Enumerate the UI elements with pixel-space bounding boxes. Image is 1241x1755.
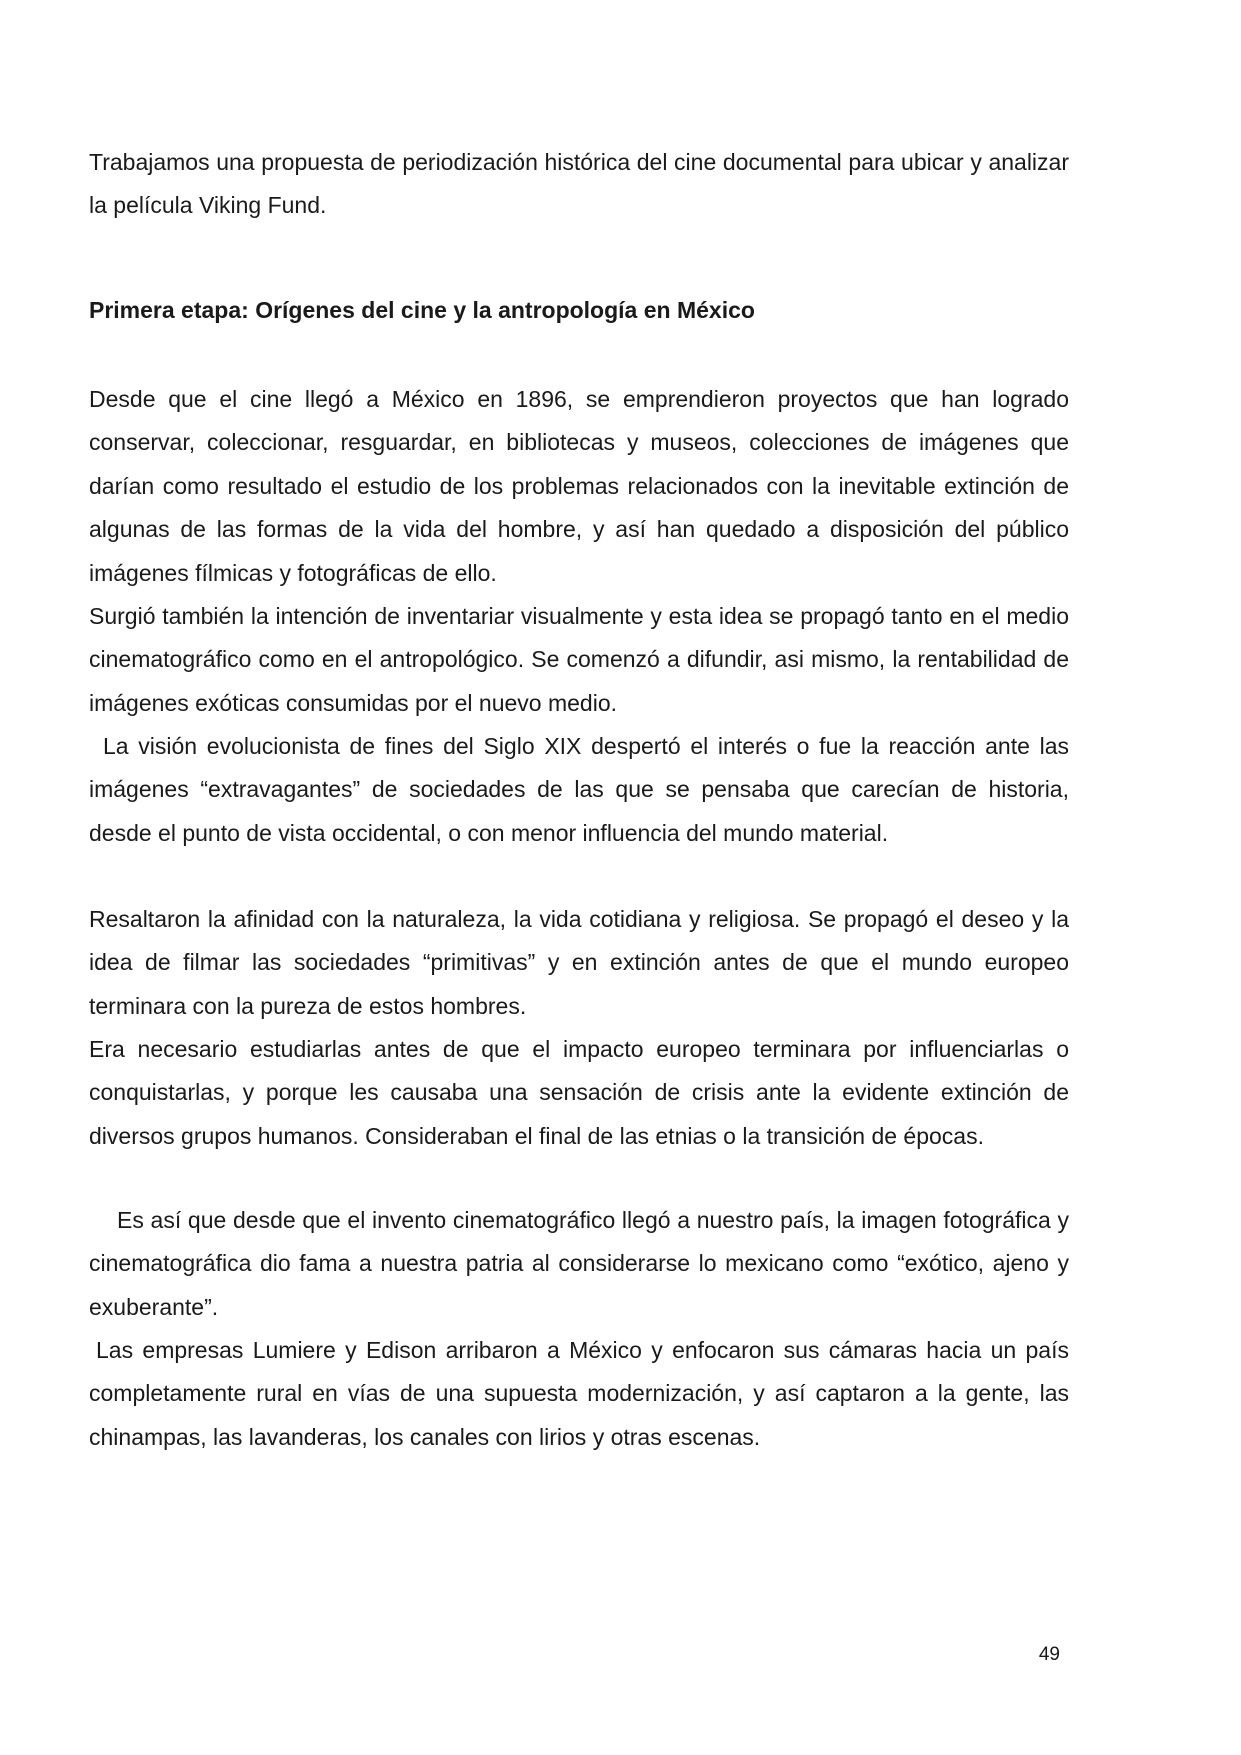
body-paragraph: Surgió también la intención de inventariar visualmente y esta idea se propagó tanto en el medio cinematográfico como en el antropológico. Se comenzó a difundir, asi mismo, la rentabilidad de imágenes exóticas consumidas por el nuevo medio. bbox=[89, 603, 1069, 716]
body-paragraph: Era necesario estudiarlas antes de que el impacto europeo terminara por influenciarlas o conquistarlas, y porque les causaba una sensación de crisis ante la evidente extinción de diversos grupos humanos. Consideraban el final de las etnias o la transición de épocas. bbox=[89, 1036, 1069, 1149]
body-paragraph: Resaltaron la afinidad con la naturaleza, la vida cotidiana y religiosa. Se propagó el deseo y la idea de filmar las sociedades “primitivas” y en extinción antes de que el mundo europeo terminara con la pureza de estos hombres. bbox=[89, 906, 1069, 1019]
body-paragraph: Las empresas Lumiere y Edison arribaron a México y enfocaron sus cámaras hacia un país completamente rural en vías de una supuesta modernización, y así captaron a la gente, las chinampas, las lavanderas, los canales con lirios y otras escenas. bbox=[89, 1337, 1069, 1450]
body-paragraph: Es así que desde que el invento cinematográfico llegó a nuestro país, la imagen fotográfica y cinematográfica dio fama a nuestra patria al considerarse lo mexicano como “exótico, ajeno y exuberante”. bbox=[89, 1207, 1069, 1320]
body-paragraph: La visión evolucionista de fines del Siglo XIX despertó el interés o fue la reacción ante las imágenes “extravagantes” de sociedades de las que se pensaba que carecían de historia, desde el punto de vista occidental, o con menor influencia del mundo material. bbox=[89, 733, 1069, 846]
body-paragraph: Desde que el cine llegó a México en 1896, se emprendieron proyectos que han logrado conservar, coleccionar, resguardar, en bibliotecas y museos, colecciones de imágenes que darían como resultado el estudio de los problemas relacionados con la inevitable extinción de algunas de las formas de la vida del hombre, y así han quedado a disposición del público imágenes fílmicas y fotográficas de ello. bbox=[89, 386, 1069, 586]
intro-paragraph: Trabajamos una propuesta de periodización histórica del cine documental para ubicar y analizar la película Viking Fund. bbox=[89, 149, 1069, 219]
section-heading: Primera etapa: Orígenes del cine y la antropología en México bbox=[89, 297, 755, 323]
page-number: 49 bbox=[1038, 1644, 1060, 1665]
